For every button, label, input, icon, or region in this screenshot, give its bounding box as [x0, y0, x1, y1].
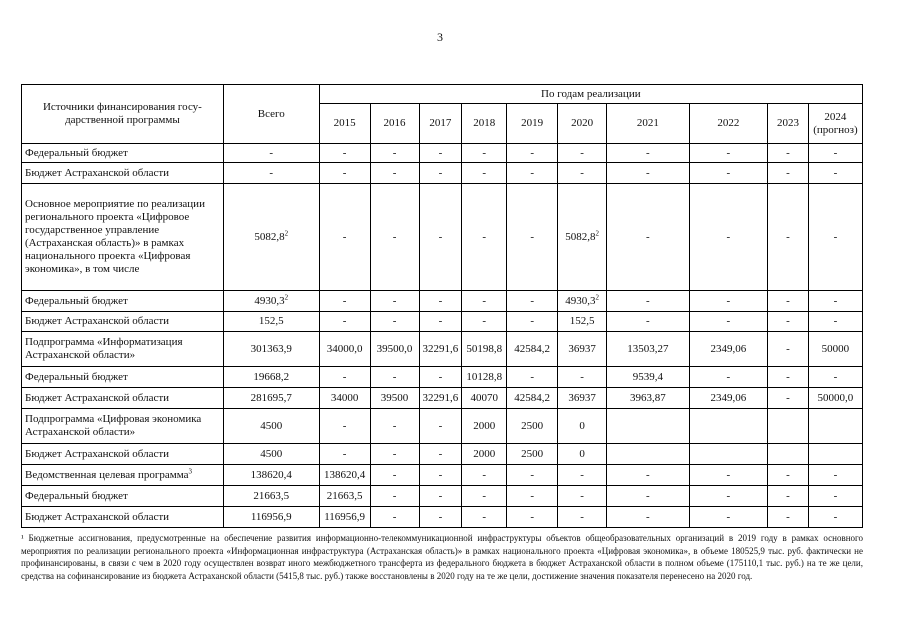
year-value: - — [462, 312, 507, 332]
year-value: 50198,8 — [462, 332, 507, 367]
header-year: 2017 — [419, 104, 462, 144]
year-value: - — [370, 465, 419, 486]
year-value: - — [768, 144, 809, 163]
year-value: - — [808, 184, 862, 291]
year-value: 5082,8$^2$ — [558, 184, 607, 291]
year-value: 138620,4 — [319, 465, 370, 486]
year-value: 36937 — [558, 388, 607, 409]
row-total: 281695,7 — [223, 388, 319, 409]
row-source: Бюджет Астраханской области — [22, 507, 224, 528]
year-value: - — [558, 144, 607, 163]
year-value: - — [768, 507, 809, 528]
year-value: - — [689, 465, 767, 486]
year-value: - — [370, 367, 419, 388]
year-value — [768, 409, 809, 444]
table-row — [22, 444, 863, 465]
year-value: 50000 — [808, 332, 862, 367]
year-value: - — [462, 144, 507, 163]
year-value: - — [507, 163, 558, 184]
table-body — [22, 144, 863, 528]
year-value: 2500 — [507, 444, 558, 465]
header-year: 2020 — [558, 104, 607, 144]
year-value: - — [507, 367, 558, 388]
row-total: - — [223, 163, 319, 184]
year-value: - — [319, 163, 370, 184]
table-row — [22, 409, 863, 444]
year-value: - — [558, 465, 607, 486]
year-value: - — [319, 184, 370, 291]
year-value: 32291,6 — [419, 332, 462, 367]
year-value: - — [808, 163, 862, 184]
year-value: - — [370, 486, 419, 507]
header-by-years: По годам реализации — [319, 85, 862, 104]
row-source: Бюджет Астраханской области — [22, 444, 224, 465]
year-value: - — [507, 465, 558, 486]
table-row — [22, 163, 863, 184]
year-value — [607, 409, 690, 444]
year-value: - — [808, 465, 862, 486]
year-value — [689, 409, 767, 444]
year-value: - — [689, 312, 767, 332]
year-value: - — [607, 291, 690, 312]
year-value — [689, 444, 767, 465]
year-value: - — [507, 291, 558, 312]
row-total: 21663,5 — [223, 486, 319, 507]
year-value: - — [319, 291, 370, 312]
year-value: 2500 — [507, 409, 558, 444]
year-value: - — [462, 465, 507, 486]
year-value: 9539,4 — [607, 367, 690, 388]
year-value: - — [319, 312, 370, 332]
year-value: - — [419, 444, 462, 465]
year-value: - — [419, 507, 462, 528]
header-year: 2015 — [319, 104, 370, 144]
financing-table — [21, 84, 863, 528]
year-value: 50000,0 — [808, 388, 862, 409]
year-value: 21663,5 — [319, 486, 370, 507]
row-total: 301363,9 — [223, 332, 319, 367]
row-total: 5082,8$^2$ — [223, 184, 319, 291]
year-value: - — [689, 486, 767, 507]
year-value: 10128,8 — [462, 367, 507, 388]
year-value: - — [319, 367, 370, 388]
year-value: - — [419, 312, 462, 332]
row-source: Бюджет Астраханской области — [22, 163, 224, 184]
year-value: - — [319, 409, 370, 444]
year-value: - — [370, 312, 419, 332]
year-value: 2000 — [462, 409, 507, 444]
year-value: 32291,6 — [419, 388, 462, 409]
year-value: - — [419, 144, 462, 163]
year-value: - — [419, 409, 462, 444]
year-value: - — [558, 367, 607, 388]
year-value: - — [558, 163, 607, 184]
table-row — [22, 507, 863, 528]
year-value: - — [607, 486, 690, 507]
year-value: 0 — [558, 409, 607, 444]
header-source: Источники финансирования госу-дарственной программы — [22, 85, 224, 144]
year-value: - — [507, 486, 558, 507]
year-value — [808, 444, 862, 465]
year-value: - — [768, 486, 809, 507]
table-row — [22, 486, 863, 507]
row-total: 19668,2 — [223, 367, 319, 388]
year-value: - — [462, 486, 507, 507]
table-row — [22, 388, 863, 409]
year-value: - — [370, 163, 419, 184]
year-value: - — [462, 291, 507, 312]
year-value: 2349,06 — [689, 332, 767, 367]
header-year: 2023 — [768, 104, 809, 144]
page-number: 3 — [437, 30, 443, 44]
year-value: - — [689, 144, 767, 163]
header-year: 2016 — [370, 104, 419, 144]
year-value: - — [808, 291, 862, 312]
header-year: 2018 — [462, 104, 507, 144]
row-source: Федеральный бюджет — [22, 486, 224, 507]
year-value: - — [419, 367, 462, 388]
year-value: - — [419, 486, 462, 507]
footnote: ¹ Бюджетные ассигнования, предусмотренные на обеспечение развития информационно-телекоммуникационной инфраструктуры объектов общеобразовательных организаций в 2019 году в рамках основного мероприятия по реализации регионального проекта «Информационная инфраструктура (Астраханская область)» в рамках национального проекта «Цифровая экономика», в объеме 180525,9 тыс. руб. фактически не профинансированы, в связи с чем в 2020 году осуществлен возврат иного межбюджетного трансферта из федерального бюджета в бюджет Астраханской области в полном объеме (175110,1 тыс. руб.) на те же цели, средства на софинансирование из бюджета Астраханской области (5415,8 тыс. руб.) также восстановлены в 2020 году на те же цели, достижение значения показателя перенесено на 2020 год. — [21, 533, 863, 581]
row-source: Федеральный бюджет — [22, 291, 224, 312]
year-value: 34000,0 — [319, 332, 370, 367]
year-value: - — [689, 367, 767, 388]
year-value: - — [319, 144, 370, 163]
header-year: 2024 (прогноз) — [808, 104, 862, 144]
year-value: - — [319, 444, 370, 465]
year-value: - — [462, 507, 507, 528]
year-value — [607, 444, 690, 465]
year-value: - — [370, 184, 419, 291]
row-total: - — [223, 144, 319, 163]
table-row — [22, 465, 863, 486]
row-source: Ведомственная целевая программа$^3$ — [22, 465, 224, 486]
year-value: - — [507, 507, 558, 528]
table-row — [22, 184, 863, 291]
year-value: - — [768, 332, 809, 367]
year-value: - — [507, 184, 558, 291]
year-value: - — [768, 465, 809, 486]
year-value: - — [607, 184, 690, 291]
row-source: Федеральный бюджет — [22, 367, 224, 388]
year-value: - — [419, 291, 462, 312]
year-value — [808, 409, 862, 444]
year-value: - — [808, 367, 862, 388]
year-value: - — [768, 163, 809, 184]
row-source: Подпрограмма «Цифровая экономика Астраханской области» — [22, 409, 224, 444]
year-value: - — [370, 409, 419, 444]
row-source: Основное мероприятие по реализации регионального проекта «Цифровое государственное управление (Астраханская область)» в рамках национального проекта «Цифровая экономика», в том числе — [22, 184, 224, 291]
year-value: - — [689, 163, 767, 184]
row-total: 4500 — [223, 444, 319, 465]
year-value: - — [808, 507, 862, 528]
year-value: - — [808, 486, 862, 507]
year-value: - — [808, 312, 862, 332]
year-value: 39500,0 — [370, 332, 419, 367]
year-value: - — [607, 163, 690, 184]
year-value: - — [689, 184, 767, 291]
year-value: 116956,9 — [319, 507, 370, 528]
row-total: 116956,9 — [223, 507, 319, 528]
year-value: - — [768, 388, 809, 409]
table-row — [22, 291, 863, 312]
row-total: 138620,4 — [223, 465, 319, 486]
header-total: Всего — [223, 85, 319, 144]
year-value: 2349,06 — [689, 388, 767, 409]
row-total: 4500 — [223, 409, 319, 444]
year-value: 34000 — [319, 388, 370, 409]
table-row — [22, 367, 863, 388]
row-total: 152,5 — [223, 312, 319, 332]
table-row — [22, 144, 863, 163]
year-value: 39500 — [370, 388, 419, 409]
header-year: 2021 — [607, 104, 690, 144]
row-source: Бюджет Астраханской области — [22, 388, 224, 409]
year-value: - — [768, 291, 809, 312]
row-source: Федеральный бюджет — [22, 144, 224, 163]
year-value: 3963,87 — [607, 388, 690, 409]
year-value: 40070 — [462, 388, 507, 409]
year-value: - — [558, 507, 607, 528]
row-source: Бюджет Астраханской области — [22, 312, 224, 332]
year-value: 42584,2 — [507, 332, 558, 367]
year-value — [768, 444, 809, 465]
year-value: 42584,2 — [507, 388, 558, 409]
table-row — [22, 332, 863, 367]
year-value: - — [419, 184, 462, 291]
year-value: - — [607, 507, 690, 528]
year-value: - — [689, 507, 767, 528]
year-value: - — [370, 444, 419, 465]
year-value: - — [370, 507, 419, 528]
row-total: 4930,3$^2$ — [223, 291, 319, 312]
year-value: - — [607, 465, 690, 486]
year-value: - — [370, 144, 419, 163]
year-value: - — [370, 291, 419, 312]
year-value: - — [462, 163, 507, 184]
row-source: Подпрограмма «Информатизация Астраханской области» — [22, 332, 224, 367]
year-value: 2000 — [462, 444, 507, 465]
year-value: - — [558, 486, 607, 507]
year-value: - — [419, 465, 462, 486]
year-value: - — [768, 184, 809, 291]
year-value: - — [607, 144, 690, 163]
year-value: - — [507, 312, 558, 332]
year-value: - — [419, 163, 462, 184]
header-year: 2022 — [689, 104, 767, 144]
table-row — [22, 312, 863, 332]
year-value: - — [607, 312, 690, 332]
year-value: - — [507, 144, 558, 163]
year-value: - — [689, 291, 767, 312]
year-value: - — [768, 312, 809, 332]
year-value: 36937 — [558, 332, 607, 367]
year-value: - — [462, 184, 507, 291]
year-value: 4930,3$^2$ — [558, 291, 607, 312]
year-value: 13503,27 — [607, 332, 690, 367]
year-value: - — [808, 144, 862, 163]
year-value: 0 — [558, 444, 607, 465]
year-value: - — [768, 367, 809, 388]
header-year: 2019 — [507, 104, 558, 144]
year-value: 152,5 — [558, 312, 607, 332]
